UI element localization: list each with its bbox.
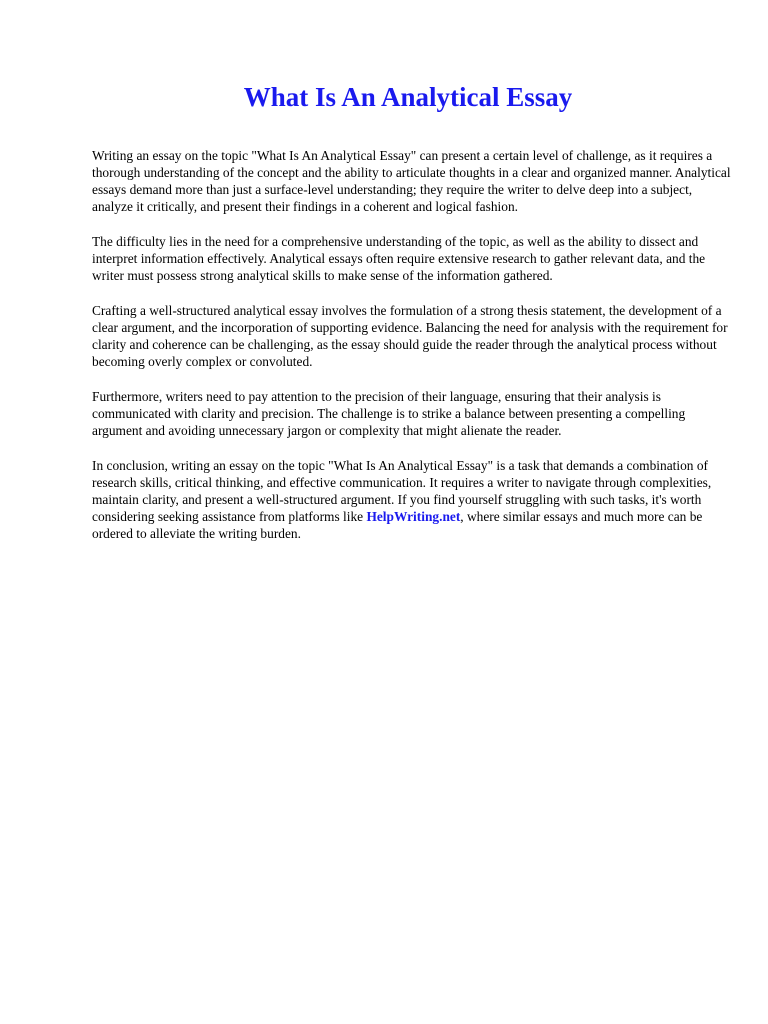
conclusion-text-before-link: In conclusion, writing an essay on the topic "What Is An Analytical Essay" is a task that demands a combination of research skills, critical thinking, and effective communication. It requires a writer to navigate through complexities, maintain clarity, and present a well-structured argument. If you find yourself struggling with such tasks, it's worth considering seeking assistance from platforms like bbox=[92, 458, 712, 524]
conclusion-text-after-link: , where similar essays and much more can be ordered to alleviate the writing burden. bbox=[92, 509, 703, 541]
paragraph-2: The difficulty lies in the need for a comprehensive understanding of the topic, as well as the ability to dissect and interpret information effectively. Analytical essays often require extensive research to gather relevant data, and the writer must possess strong analytical skills to make sense of the information gathered. bbox=[92, 234, 706, 283]
document-body bbox=[92, 147, 732, 560]
paragraph-conclusion bbox=[92, 457, 732, 542]
page-title: What Is An Analytical Essay bbox=[243, 82, 573, 112]
paragraph-4: Furthermore, writers need to pay attention to the precision of their language, ensuring that their analysis is communicated with clarity and precision. The challenge is to strike a balance between presenting a compelling argument and avoiding unnecessary jargon or complexity that might alienate the reader. bbox=[92, 389, 686, 438]
paragraph-1: Writing an essay on the topic "What Is An Analytical Essay" can present a certain level of challenge, as it requires a thorough understanding of the concept and the ability to articulate thoughts in a clear and organized manner. Analytical essays demand more than just a surface-level understanding; they require the writer to delve deep into a subject, analyze it critically, and present their findings in a coherent and logical fashion. bbox=[92, 148, 731, 214]
helpwriting-link[interactable]: HelpWriting.net bbox=[366, 509, 461, 524]
paragraph-3: Crafting a well-structured analytical essay involves the formulation of a strong thesis statement, the development of a clear argument, and the incorporation of supporting evidence. Balancing the need for analysis with the requirement for clarity and coherence can be challenging, as the essay should guide the reader through the analytical process without becoming overly complex or convoluted. bbox=[92, 303, 728, 369]
